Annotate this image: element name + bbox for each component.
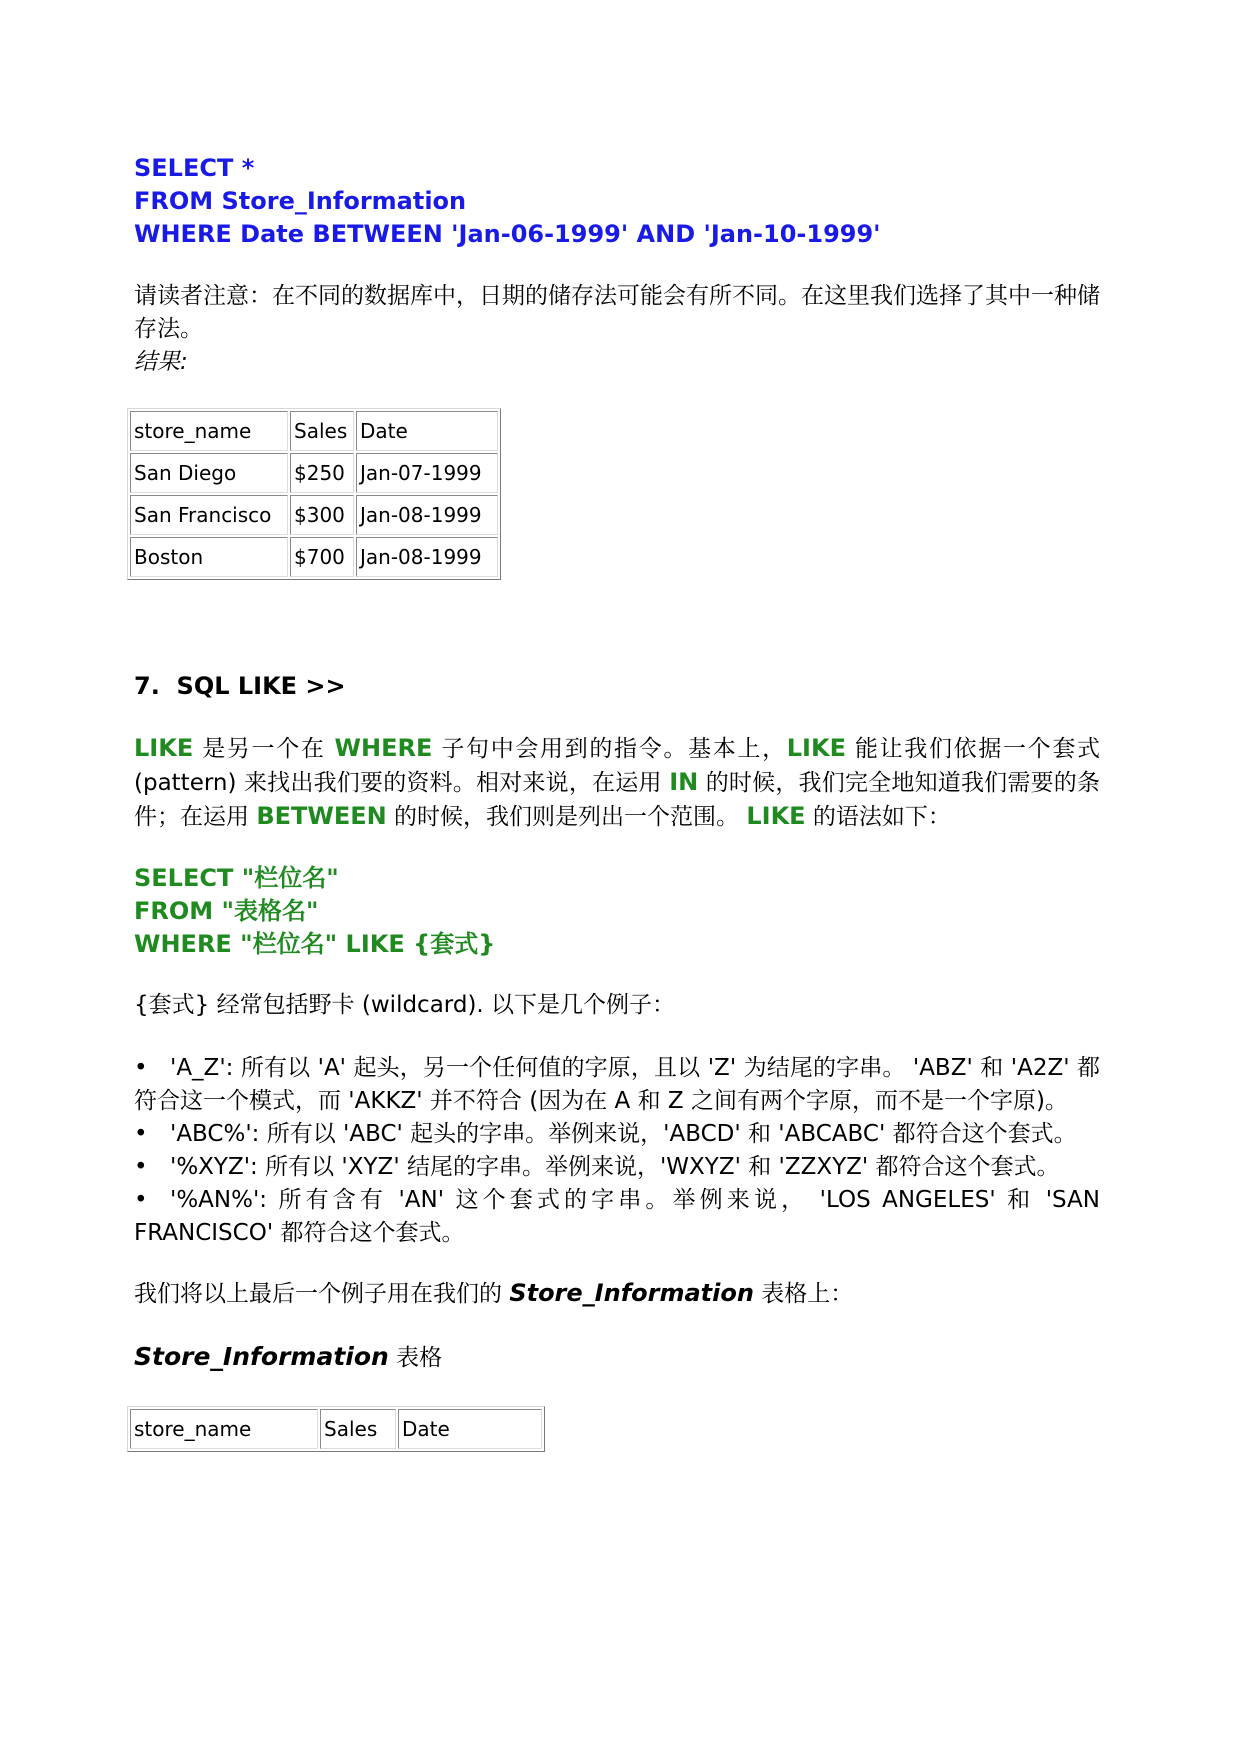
document-page (134, 152, 1100, 1452)
table-heading-name: Store_Information (134, 1342, 389, 1371)
section-title: 7. SQL LIKE >> (134, 672, 346, 700)
list-item (134, 1118, 1100, 1151)
bullet-icon: • (134, 1055, 148, 1081)
table-header-cell: Date (398, 1409, 542, 1449)
intro-text: 子句中会用到的指令。基本上， (432, 736, 787, 762)
intro-text: 的语法如下： (805, 804, 951, 830)
bullet-icon: • (134, 1121, 148, 1147)
syntax-line: WHERE "栏位名" LIKE {套式} (134, 930, 496, 958)
table-cell: San Diego (130, 453, 288, 493)
sql-keyword: IN (669, 768, 699, 796)
table-cell: $300 (290, 495, 354, 535)
table-name-emphasis: Store_Information (509, 1279, 754, 1307)
result-label: 结果: (134, 349, 188, 375)
sql-keyword: BETWEEN (256, 802, 387, 830)
list-item-text: '%XYZ': 所有以 'XYZ' 结尾的字串。举例来说，'WXYZ' 和 'ZZXYZ' 都符合这个套式。 (170, 1154, 1060, 1180)
table-row (130, 453, 498, 493)
like-intro-paragraph (134, 732, 1100, 834)
sql-keyword: WHERE (334, 734, 433, 762)
table-heading (134, 1340, 1100, 1375)
intro-text: 是另一个在 (193, 736, 335, 762)
table-cell: Jan-07-1999 (356, 453, 498, 493)
intro-text: 的时候，我们完全地知道我们需要的条件；在运用 (134, 770, 1101, 830)
table-header-cell: Sales (320, 1409, 396, 1449)
sql-keyword: LIKE (134, 734, 194, 762)
list-item (134, 1151, 1100, 1184)
bullet-icon: • (134, 1187, 148, 1213)
table-header-cell: Date (356, 411, 498, 451)
store-table (127, 1406, 545, 1452)
sql-example-block (134, 152, 1100, 251)
intro-text: 能让我们依据一个套式 (pattern) 来找出我们要的资料。相对来说，在运用 (134, 736, 1101, 796)
table-row (130, 537, 498, 577)
apply-paragraph (134, 1277, 1100, 1311)
note-paragraph: 请读者注意：在不同的数据库中，日期的储存法可能会有所不同。在这里我们选择了其中一种储存法。 (134, 283, 1100, 342)
syntax-line: FROM "表格名" (134, 897, 319, 925)
syntax-line: SELECT "栏位名" (134, 864, 339, 892)
table-header-cell: store_name (130, 411, 288, 451)
table-cell: $700 (290, 537, 354, 577)
table-header-row (130, 1409, 542, 1449)
sql-keyword: LIKE (746, 802, 806, 830)
apply-text: 我们将以上最后一个例子用在我们的 (134, 1281, 510, 1307)
table-cell: $250 (290, 453, 354, 493)
sql-line: SELECT * (134, 154, 255, 182)
table-cell: Jan-08-1999 (356, 495, 498, 535)
table-heading-suffix: 表格 (388, 1345, 443, 1371)
result-table (127, 408, 501, 580)
table-header-row (130, 411, 498, 451)
table-header-cell: store_name (130, 1409, 318, 1449)
sql-line: WHERE Date BETWEEN 'Jan-06-1999' AND 'Jan-10-1999' (134, 220, 881, 248)
intro-text: 的时候，我们则是列出一个范围。 (386, 804, 747, 830)
bullet-icon: • (134, 1154, 148, 1180)
table-row (130, 495, 498, 535)
sql-keyword: LIKE (786, 734, 846, 762)
list-item-text: 'ABC%': 所有以 'ABC' 起头的字串。举例来说，'ABCD' 和 'ABCABC' 都符合这个套式。 (170, 1121, 1077, 1147)
list-item-text: 'A_Z': 所有以 'A' 起头，另一个任何值的字原，且以 'Z' 为结尾的字串。 'ABZ' 和 'A2Z' 都符合这一个模式，而 'AKKZ' 并不符合 (因为在 A 和 Z 之间有两个字原，而不是一个字原)。 (134, 1055, 1100, 1114)
example-list (134, 1052, 1100, 1250)
table-cell: Boston (130, 537, 288, 577)
list-item (134, 1184, 1100, 1250)
list-item (134, 1052, 1100, 1118)
wildcard-intro: {套式} 经常包括野卡 (wildcard). 以下是几个例子： (134, 992, 676, 1018)
table-header-cell: Sales (290, 411, 354, 451)
like-syntax-block (134, 862, 1100, 961)
table-cell: San Francisco (130, 495, 288, 535)
list-item-text: '%AN%': 所有含有 'AN' 这个套式的字串。举例来说， 'LOS ANGELES' 和 'SAN FRANCISCO' 都符合这个套式。 (134, 1187, 1100, 1246)
apply-text: 表格上： (753, 1281, 854, 1307)
table-cell: Jan-08-1999 (356, 537, 498, 577)
sql-line: FROM Store_Information (134, 187, 467, 215)
